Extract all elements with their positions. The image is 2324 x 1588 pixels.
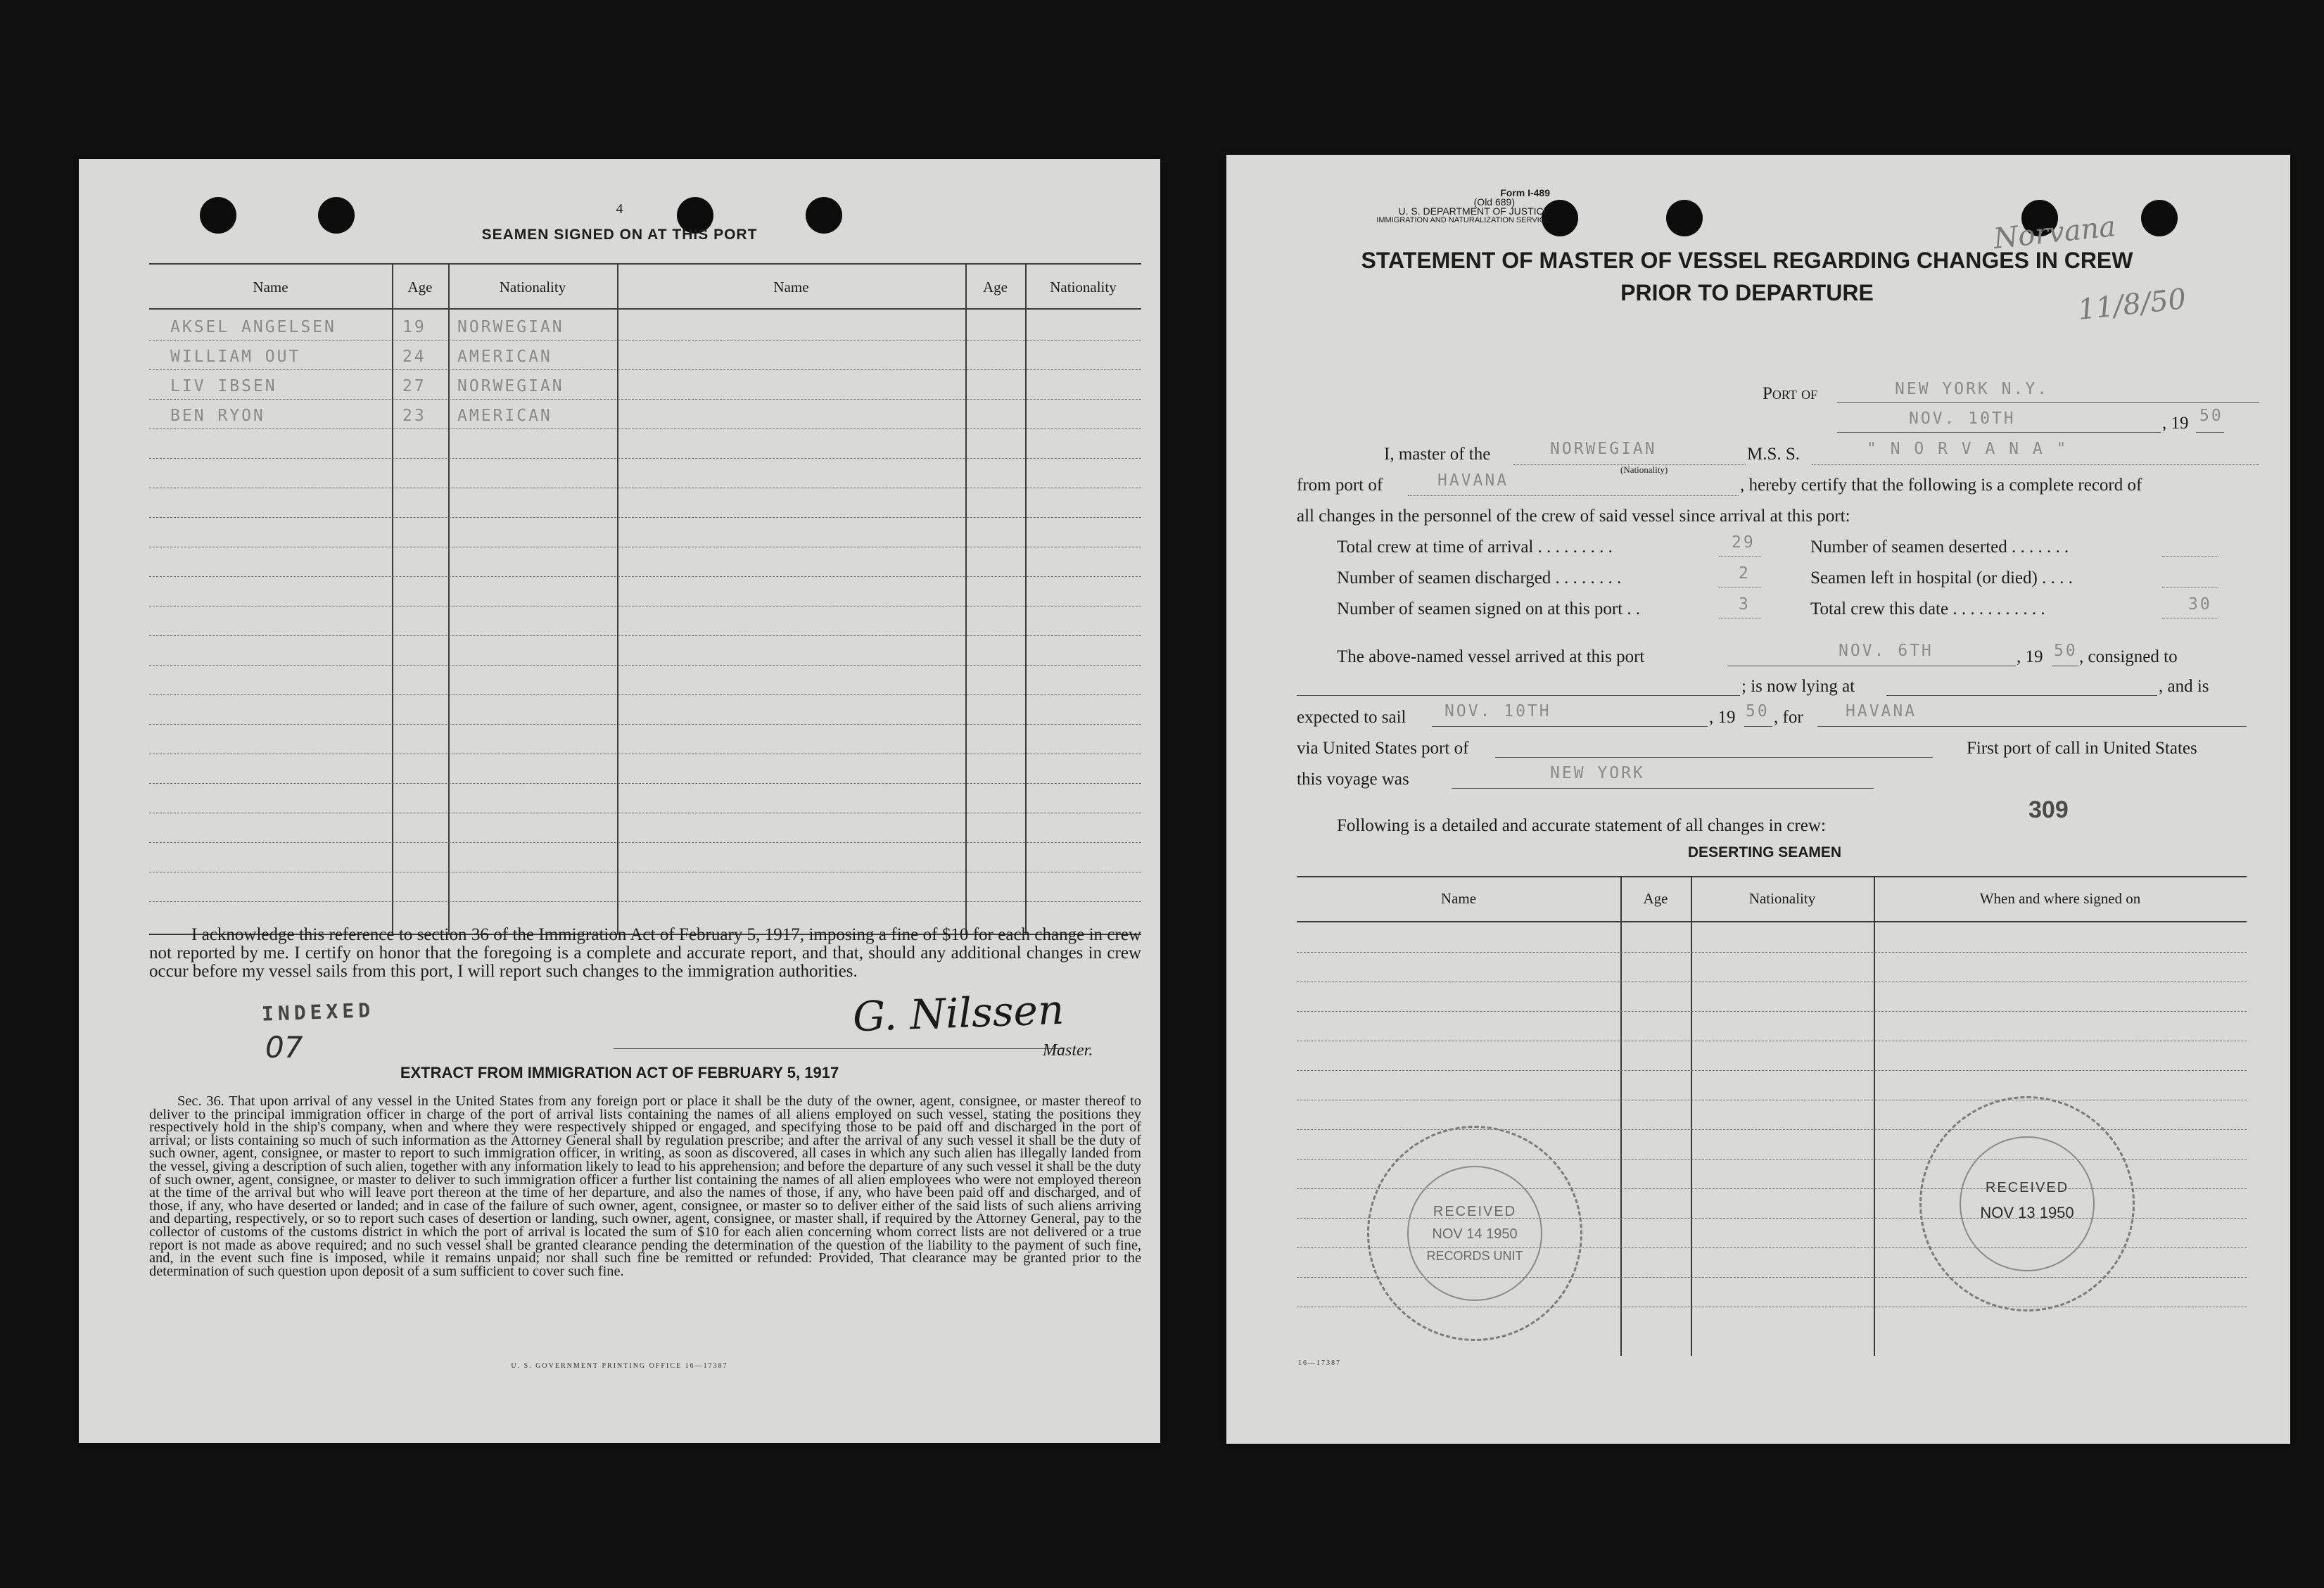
deserted-label: Number of seamen deserted . . . . . . . [1810, 538, 2069, 557]
changes-text: all changes in the personnel of the crew of said vessel since arrival at this port: [1297, 507, 1850, 526]
form-header [1297, 189, 1550, 225]
expected-year-prefix: , 19 [1709, 708, 1736, 727]
seaman-name: LIV IBSEN [170, 377, 277, 395]
handwritten-vessel: Norvana [1992, 210, 2118, 255]
printer-code: 16—17387 [1298, 1359, 1341, 1367]
indexed-mark: 07 [265, 1030, 303, 1065]
following-text: Following is a detailed and accurate statement of all changes in crew: [1337, 816, 1826, 835]
for-label: , for [1774, 708, 1803, 727]
port-value: NEW YORK N.Y. [1895, 380, 2050, 398]
stamp-received: RECEIVED [1433, 1204, 1517, 1219]
header-name: Name [1440, 890, 1477, 907]
header-signed-on: When and where signed on [1979, 890, 2141, 907]
indexed-stamp: INDEXED [261, 998, 375, 1026]
seaman-age: 24 [402, 348, 426, 366]
master-label: Master. [1043, 1041, 1093, 1060]
deserting-title: DESERTING SEAMEN [1687, 844, 1842, 860]
hospital-label: Seamen left in hospital (or died) . . . . [1810, 568, 2073, 587]
header-age: Age [1643, 890, 1668, 907]
header-nationality: Nationality [499, 279, 566, 296]
printer-line: U. S. GOVERNMENT PRINTING OFFICE 16—17387 [511, 1362, 728, 1370]
ms-label: M.S. S. [1747, 445, 1801, 464]
seamen-signed-on-table [149, 263, 1141, 935]
total-date-label: Total crew this date . . . . . . . . . . . [1810, 599, 2045, 618]
form-number: Form I-489 [1500, 187, 1550, 198]
via-label: via United States port of [1297, 739, 1469, 758]
stamp-received: RECEIVED [1985, 1180, 2069, 1195]
punch-hole [2141, 200, 2178, 236]
year-prefix: , 19 [2162, 414, 2189, 433]
from-port-value: HAVANA [1437, 471, 1509, 490]
seaman-name: AKSEL ANGELSEN [170, 318, 336, 336]
punch-hole [1666, 200, 1703, 236]
seaman-name: BEN RYON [170, 407, 265, 425]
seaman-age: 19 [402, 318, 426, 336]
first-port-label: First port of call in United States [1967, 739, 2197, 758]
total-arrival-value: 29 [1732, 533, 1755, 552]
form-title: STATEMENT OF MASTER OF VESSEL REGARDING CHANGES IN CREW [1361, 248, 2133, 273]
total-date-value: 30 [2188, 595, 2212, 614]
and-is-label: , and is [2159, 677, 2209, 696]
page-number: 4 [616, 201, 623, 217]
header-nationality: Nationality [1748, 890, 1816, 907]
service: IMMIGRATION AND NATURALIZATION SERVICE [1376, 216, 1550, 224]
discharged-label: Number of seamen discharged . . . . . . . . [1337, 568, 1622, 587]
left-page [79, 159, 1160, 1443]
port-label: Port of [1763, 384, 1818, 403]
total-arrival-label: Total crew at time of arrival . . . . . . . . . [1337, 538, 1613, 557]
nationality-value: NORWEGIAN [1550, 440, 1657, 458]
vessel-value: " N O R V A N A " [1867, 440, 2069, 458]
right-page [1226, 155, 2290, 1444]
year-value: 50 [2199, 407, 2223, 425]
received-stamp-right [1919, 1096, 2135, 1311]
voyage-label: this voyage was [1297, 770, 1409, 789]
discharged-value: 2 [1739, 564, 1751, 583]
seaman-nationality: NORWEGIAN [457, 377, 564, 395]
form-old: (Old 689) [1473, 196, 1515, 208]
signed-on-label: Number of seamen signed on at this port . . [1337, 599, 1641, 618]
expected-label: expected to sail [1297, 708, 1407, 727]
seaman-nationality: AMERICAN [457, 348, 552, 366]
for-value: HAVANA [1846, 702, 1917, 720]
header-name-2: Name [773, 279, 809, 296]
arrived-year-prefix: , 19 [2017, 647, 2043, 666]
received-stamp-left [1367, 1126, 1582, 1341]
master-of-label: I, master of the [1384, 445, 1491, 464]
form-subtitle: PRIOR TO DEPARTURE [1620, 280, 1874, 305]
signed-on-value: 3 [1739, 595, 1751, 614]
from-port-label: from port of [1297, 476, 1383, 495]
certify-text: , hereby certify that the following is a complete record of [1740, 476, 2142, 495]
section-title: SEAMEN SIGNED ON AT THIS PORT [481, 227, 758, 243]
header-age-2: Age [983, 279, 1008, 296]
expected-year: 50 [1746, 702, 1770, 720]
extract-title: EXTRACT FROM IMMIGRATION ACT OF FEBRUARY 5, 1917 [400, 1064, 839, 1081]
acknowledgement-text: I acknowledge this reference to section 36 of the Immigration Act of February 5, 1917, imposing a fine of $10 for each change in crew not reported by me. I certify on honor that the foregoing is a complete and accurate report, and that, should any additional changes in crew occur before my vessel sails from this port, I will report such changes to the immigration authorities. [149, 925, 1141, 981]
stamp-date: NOV 14 1950 [1432, 1226, 1518, 1242]
header-nationality-2: Nationality [1050, 279, 1117, 296]
consigned-label: , consigned to [2079, 647, 2178, 666]
extract-body: Sec. 36. That upon arrival of any vessel in the United States from any foreign port or place it shall be the duty of the owner, agent, consignee, or master thereof to deliver to the principal immigration officer in charge of the port of arrival lists containing the names of all aliens employed on such vessel, stating the positions they respectively hold in the ship's company, when and where they were respectively shipped or engaged, and specifying those to be paid off and discharged in the port of arrival; or lists containing so much of such information as the Attorney General shall by regulation prescribe; and after the arrival of any such vessel it shall be the duty of such owner, agent, consignee, or master to report to such immigration officer, in writing, as soon as discovered, all cases in which any such alien has illegally landed from the vessel, giving a description of such alien, together with any information likely to lead to his apprehension; and before the departure of any such vessel it shall be the duty of such owner, agent, consignee, or master to deliver to such immigration officer a further list containing the names of all alien employees who were not employed thereon at the time of the arrival but who will leave port thereon at the time of her departure, and also the names of those, if any, who have been paid off and discharged, and of those, if any, who have deserted or landed; and in case of the failure of such owner, agent, consignee, or master so to deliver either of the said lists of such aliens arriving and departing, respectively, or so to report such cases of desertion or landing, such owner, agent, consignee, or master shall, if required by the Attorney General, pay to the collector of customs of the customs district in which the port of arrival is located the sum of $10 for each alien concerning whom correct lists are not delivered or a true report is not made as above required; and no such vessel shall be granted clearance pending the determination of the question of the liability to the payment of such fine, and, in the event such fine is imposed, while it remains unpaid; nor shall such fine be remitted or refunded: Provided, That clearance may be granted prior to the determination of such question upon deposit of a sum sufficient to cover such fine. [149, 1093, 1141, 1279]
lying-label: ; is now lying at [1741, 677, 1855, 696]
expected-value: NOV. 10TH [1444, 702, 1551, 720]
voyage-value: NEW YORK [1550, 764, 1645, 782]
arrived-label: The above-named vessel arrived at this port [1337, 647, 1645, 666]
seaman-age: 23 [402, 407, 426, 425]
master-signature: G. Nilssen [851, 985, 1065, 1041]
handwritten-date: 11/8/50 [2076, 283, 2188, 326]
seaman-name: WILLIAM OUT [170, 348, 301, 366]
date-value: NOV. 10TH [1909, 409, 2016, 428]
seaman-nationality: AMERICAN [457, 407, 552, 425]
nationality-caption: (Nationality) [1620, 464, 1668, 475]
arrived-year: 50 [2054, 642, 2078, 660]
header-name: Name [253, 279, 288, 296]
stamp-number: 309 [2028, 796, 2069, 823]
seaman-age: 27 [402, 377, 426, 395]
header-age: Age [407, 279, 433, 296]
department: U. S. DEPARTMENT OF JUSTICE [1398, 205, 1550, 217]
stamp-unit: RECORDS UNIT [1426, 1249, 1523, 1263]
seaman-nationality: NORWEGIAN [457, 318, 564, 336]
arrived-value: NOV. 6TH [1839, 642, 1934, 660]
stamp-date: NOV 13 1950 [1980, 1204, 2074, 1221]
